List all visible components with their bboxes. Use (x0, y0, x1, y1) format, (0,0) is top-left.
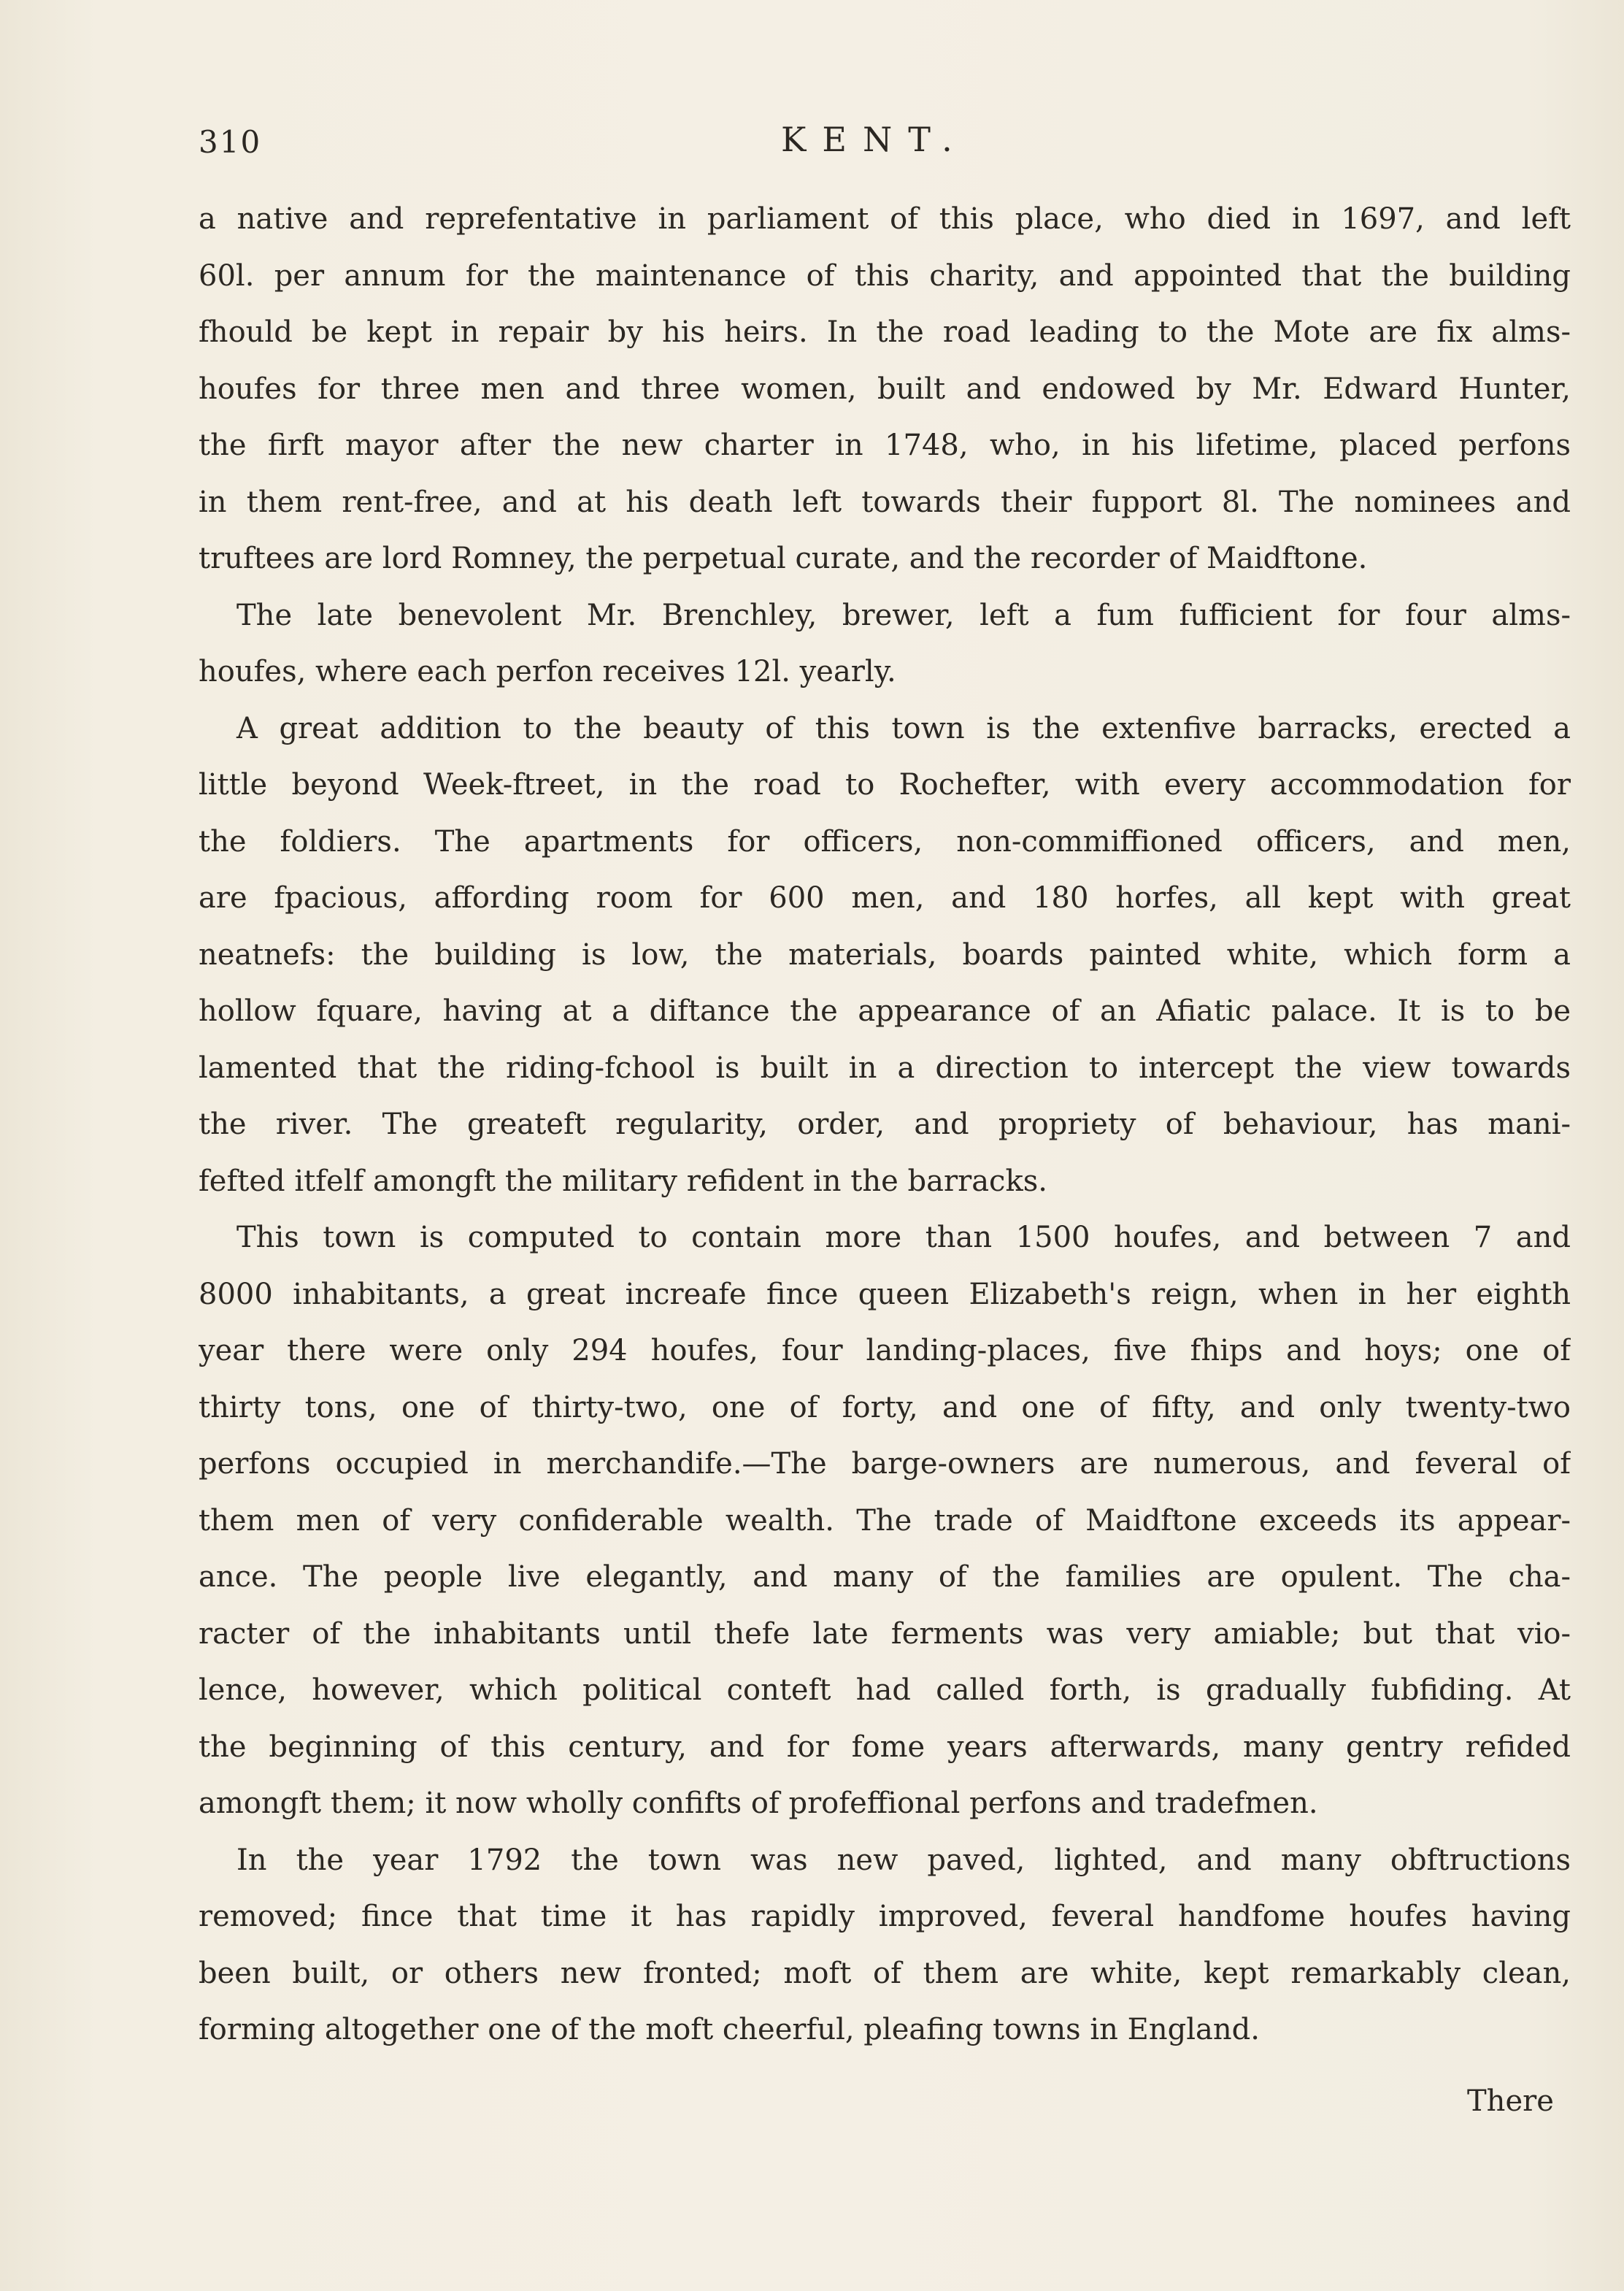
text-line: a native and reprefentative in parliament of this place, who died in 1697, and left (199, 202, 1571, 236)
text-line: little beyond Week-ftreet, in the road to Rochefter, with every accommodation for (199, 768, 1571, 802)
text-line: amongft them; it now wholly confifts of profeffional perfons and tradefmen. (199, 1787, 1318, 1820)
text-line: hollow fquare, having at a diftance the appearance of an Afiatic palace. It is to be (199, 994, 1571, 1028)
page-number: 310 (199, 124, 262, 160)
text-line: thirty tons, one of thirty-two, one of forty, and one of fifty, and only twenty-two (199, 1390, 1571, 1424)
text-line: 60l. per annum for the maintenance of this charity, and appointed that the building (199, 258, 1571, 293)
text-line: the firft mayor after the new charter in 1748, who, in his lifetime, placed perfons (199, 429, 1571, 462)
text-line: perfons occupied in merchandife.—The barge-owners are numerous, and feveral of (199, 1447, 1571, 1481)
text-line: ance. The people live elegantly, and many of the families are opulent. The cha- (199, 1560, 1571, 1594)
text-line: the river. The greateft regularity, order, and propriety of behaviour, has mani- (199, 1108, 1571, 1141)
text-line: lamented that the riding-fchool is built in a direction to intercept the view towards (199, 1051, 1571, 1085)
body-text (199, 191, 1571, 2059)
text-line: forming altogether one of the moft cheerful, pleafing towns in England. (199, 2013, 1260, 2046)
running-head: KENT. (781, 120, 969, 159)
text-line: the foldiers. The apartments for officers, non-commiffioned officers, and men, (199, 824, 1571, 859)
text-line: 8000 inhabitants, a great increafe fince queen Elizabeth's reign, when in her eighth (199, 1277, 1571, 1311)
text-line: year there were only 294 houfes, four landing-places, five fhips and hoys; one of (199, 1334, 1571, 1367)
text-line: the beginning of this century, and for fome years afterwards, many gentry refided (199, 1730, 1571, 1764)
text-line: been built, or others new fronted; moft of them are white, kept remarkably clean, (199, 1956, 1571, 1990)
text-line: lence, however, which political conteft had called forth, is gradually fubfiding. At (199, 1673, 1571, 1707)
text-line: A great addition to the beauty of this town is the extenfive barracks, erected a (236, 711, 1571, 745)
text-line: The late benevolent Mr. Brenchley, brewer, left a fum fufficient for four alms- (236, 598, 1571, 632)
text-line: neatnefs: the building is low, the materials, boards painted white, which form a (199, 937, 1571, 972)
text-line: houfes, where each perfon receives 12l. yearly. (199, 655, 896, 688)
text-line: truftees are lord Romney, the perpetual curate, and the recorder of Maidftone. (199, 542, 1368, 575)
text-line: are fpacious, affording room for 600 men, and 180 horfes, all kept with great (199, 881, 1571, 915)
text-line: in them rent-free, and at his death left towards their fupport 8l. The nominees and (199, 485, 1571, 519)
catchword: There (1467, 2084, 1554, 2118)
text-line: them men of very confiderable wealth. The trade of Maidftone exceeds its appear- (199, 1503, 1571, 1538)
text-line: removed; fince that time it has rapidly improved, feveral handfome houfes having (199, 1900, 1571, 1933)
text-line: This town is computed to contain more than 1500 houfes, and between 7 and (236, 1221, 1571, 1254)
text-line: fefted itfelf amongft the military refident in the barracks. (199, 1164, 1047, 1198)
text-line: racter of the inhabitants until thefe late ferments was very amiable; but that vio- (199, 1616, 1571, 1651)
text-line: houfes for three men and three women, built and endowed by Mr. Edward Hunter, (199, 372, 1571, 406)
text-line: In the year 1792 the town was new paved, lighted, and many obftructions (236, 1843, 1571, 1877)
text-line: fhould be kept in repair by his heirs. In the road leading to the Mote are fix alms- (199, 315, 1571, 349)
